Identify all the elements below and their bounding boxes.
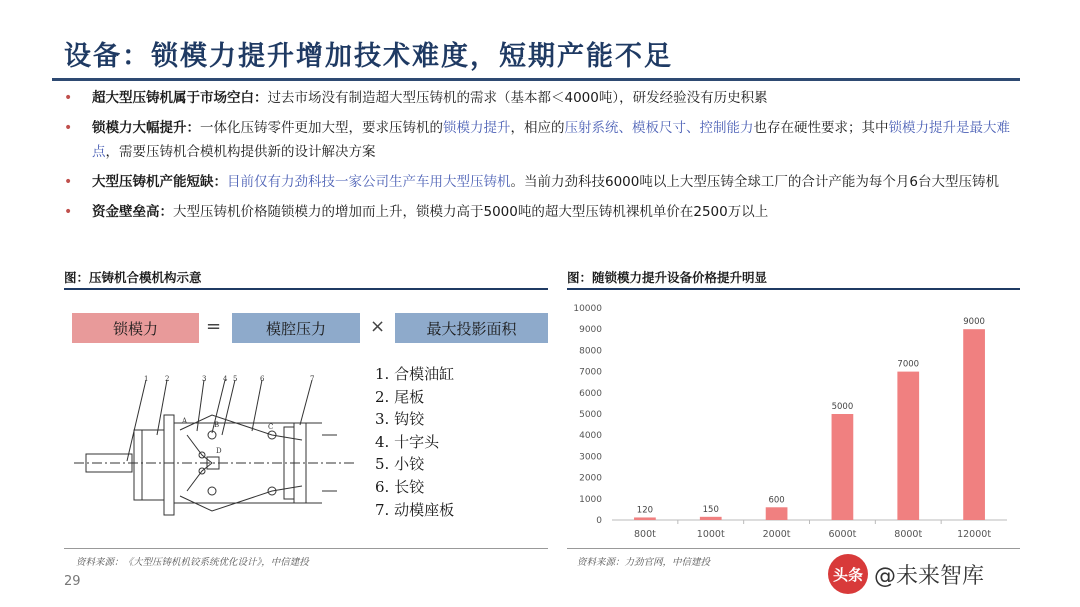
bar-data-label: 7000 (897, 359, 920, 370)
page-title: 设备：锁模力提升增加技术难度，短期产能不足 (64, 41, 673, 72)
left-caption-rule (64, 288, 548, 290)
bullet-text: ，相应的 (510, 120, 565, 136)
bullet-heading: 超大型压铸机属于市场空白： (92, 90, 268, 106)
chart-source: 资料来源：力劲官网，中信建投 (577, 557, 711, 568)
bullet-highlight: 锁模力提升 (443, 120, 511, 136)
projected-area-box: 最大投影面积 (395, 313, 548, 343)
bullet-text: 过去市场没有制造超大型压铸机的需求（基本都＜4000吨），研发经验没有历史积累 (267, 90, 768, 106)
y-tick-label: 2000 (579, 473, 602, 484)
y-tick-label: 9000 (579, 325, 602, 336)
x-tick-label: 12000t (957, 529, 992, 540)
diagram-letter: A (182, 417, 188, 425)
chart-caption: 图：随锁模力提升设备价格提升明显 (567, 270, 768, 285)
bullet-item (62, 86, 1022, 110)
bullet-text: 。当前力劲科技6000吨以上大型压铸全球工厂的合计产能为每个月6台大型压铸机 (510, 174, 999, 190)
bar-data-label: 9000 (963, 317, 985, 328)
bullet-dot-icon: • (64, 120, 73, 136)
bullet-heading: 大型压铸机产能短缺： (92, 174, 227, 190)
diagram-letter: C (268, 423, 274, 431)
left-figure-caption: 图：压铸机合模机构示意 (64, 270, 202, 285)
watermark (828, 548, 1072, 600)
bullet-heading: 资金壁垒高： (92, 204, 173, 220)
bullet-text: 也存在硬性要求；其中 (753, 120, 889, 136)
y-tick-label: 6000 (579, 388, 602, 399)
y-tick-label: 8000 (579, 346, 602, 357)
legend-item: 7. 动模座板 (375, 500, 455, 519)
bar (963, 329, 985, 520)
diagram-number: 5 (233, 375, 238, 383)
diagram-number: 2 (165, 375, 170, 383)
parts-legend (375, 363, 454, 521)
y-tick-label: 10000 (573, 304, 602, 314)
y-tick-label: 3000 (579, 452, 602, 463)
bullet-list (62, 86, 1022, 230)
diagram-number: 3 (202, 375, 207, 383)
bullet-dot-icon: • (64, 90, 73, 106)
x-tick-label: 1000t (696, 529, 725, 540)
bullet-heading: 锁模力大幅提升： (92, 120, 200, 136)
multiply-sign: × (370, 316, 386, 337)
x-tick-label: 2000t (762, 529, 791, 540)
bar (634, 517, 656, 520)
bar-data-label: 120 (636, 505, 654, 516)
bar-data-label: 600 (768, 495, 785, 506)
title-divider (52, 78, 1020, 81)
left-source: 资料来源：《大型压铸机机铰系统优化设计》，中信建投 (76, 557, 309, 568)
clamping-force-box: 锁模力 (72, 313, 199, 343)
rear-plate-shape (164, 415, 174, 515)
bullet-dot-icon: • (64, 174, 73, 190)
bullet-text: 一体化压铸零件更加大型，要求压铸机的 (200, 120, 443, 136)
x-tick-label: 8000t (894, 529, 923, 540)
diagram-letter: D (216, 447, 222, 455)
right-caption-rule (567, 288, 1020, 290)
diagram-letter: B (214, 421, 220, 429)
diagram-number: 7 (310, 375, 315, 383)
bar-data-label: 150 (702, 504, 719, 515)
legend-item: 6. 长铰 (375, 477, 425, 496)
x-tick-label: 6000t (828, 529, 857, 540)
bar (832, 414, 854, 520)
bullet-highlight: 目前仅有力劲科技一家公司生产车用大型压铸机 (227, 174, 511, 190)
diagram-number: 1 (144, 375, 149, 383)
x-tick-label: 800t (633, 529, 656, 540)
y-tick-label: 7000 (579, 367, 602, 378)
left-source-rule (64, 548, 548, 549)
bullet-item (62, 200, 1022, 224)
bullet-item (62, 116, 1022, 164)
tail-plate-shape (134, 430, 164, 500)
diagram-number: 6 (260, 375, 265, 383)
legend-item: 1. 合模油缸 (375, 365, 455, 383)
bar (700, 517, 722, 520)
bullet-item (62, 170, 1022, 194)
bullet-highlight: 压射系统、模板尺寸、控制能力 (564, 120, 754, 136)
watermark-logo-icon: 头条 (828, 554, 868, 594)
price-bar-chart (567, 296, 1020, 546)
equals-sign: = (206, 316, 222, 337)
bullet-text: 大型压铸机价格随锁模力的增加而上升，锁模力高于5000吨的超大型压铸机裸机单价在2500万以上 (173, 204, 769, 220)
cavity-pressure-box: 模腔压力 (232, 313, 360, 343)
y-tick-label: 1000 (579, 494, 602, 505)
bar (766, 507, 788, 520)
legend-item: 2. 尾板 (375, 387, 425, 406)
bullet-highlight: 锁模力提升是最大难点 (92, 120, 1010, 160)
y-tick-label: 0 (596, 516, 602, 526)
bullet-text: ，需要压铸机合模机构提供新的设计解决方案 (105, 144, 376, 160)
y-tick-label: 4000 (579, 431, 602, 442)
clamping-mechanism-diagram (72, 375, 362, 520)
y-tick-label: 5000 (579, 410, 602, 420)
bullet-dot-icon: • (64, 204, 73, 220)
legend-item: 3. 钩铰 (375, 410, 425, 429)
bar-data-label: 5000 (831, 402, 854, 412)
diagram-number: 4 (223, 375, 228, 383)
legend-item: 4. 十字头 (375, 432, 440, 451)
watermark-text: @未来智库 (874, 563, 985, 589)
page-number: 29 (64, 574, 81, 589)
bar (897, 372, 919, 520)
legend-item: 5. 小铰 (375, 455, 425, 474)
